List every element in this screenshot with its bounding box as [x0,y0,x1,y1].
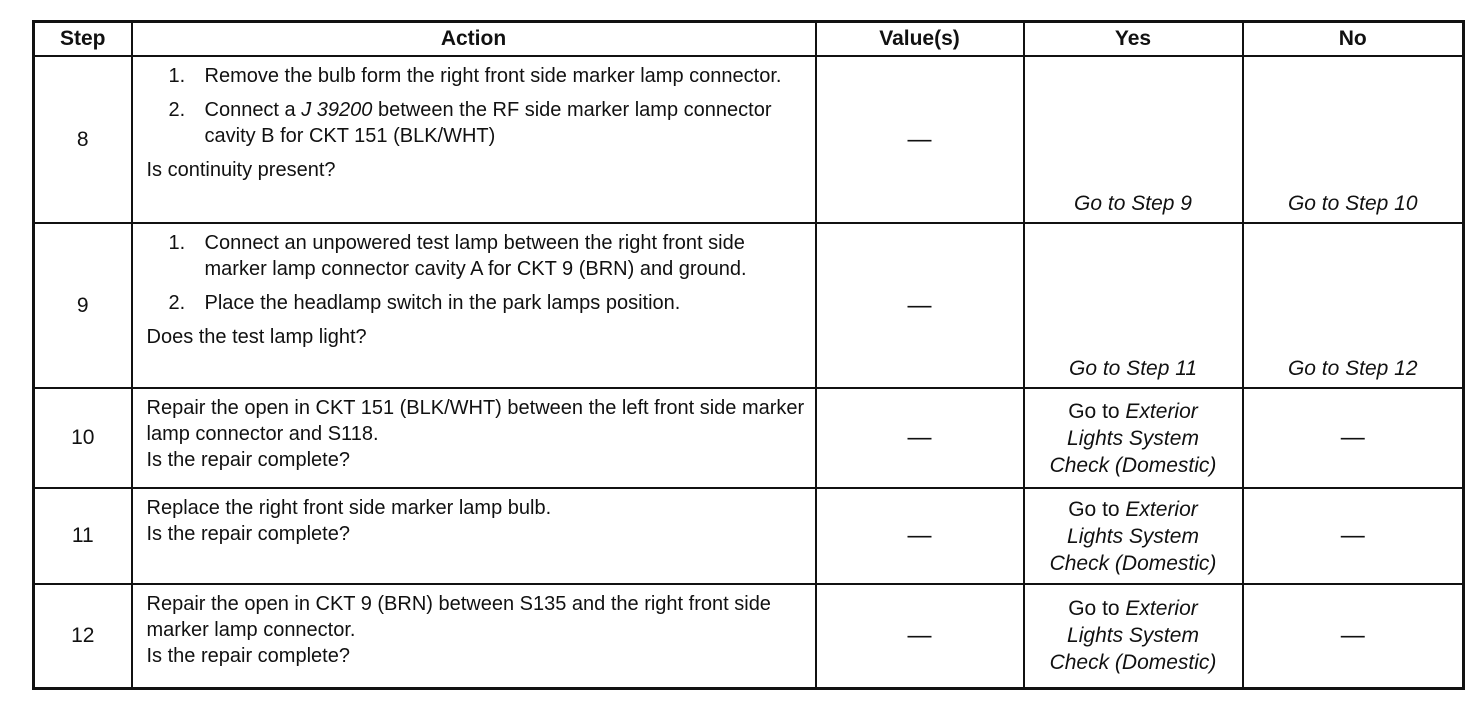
yes-link[interactable]: Go to Step 11 [1024,223,1243,388]
value-cell: — [816,56,1024,223]
exterior-lights-link[interactable]: Lights System [1067,426,1199,450]
list-item [147,97,805,149]
list-item [147,63,805,89]
value-cell: — [816,488,1024,584]
list-number: 2. [168,292,186,314]
yes-cell [1024,488,1243,584]
question: Is continuity present? [146,159,336,181]
list-number: 2. [168,99,186,121]
action-cell [132,56,816,223]
action-text: Repair the open in CKT 9 (BRN) between S135 and the right front side marker lamp connector. [146,593,771,641]
list-text-pre: Connect a [204,99,302,121]
table-row [34,388,1464,488]
exterior-lights-link[interactable]: Lights System [1067,624,1199,648]
action-text: Repair the open in CKT 151 (BLK/WHT) between the left front side marker lamp connector and S118. [146,397,805,445]
action-list [147,230,805,316]
no-cell: — [1243,388,1464,488]
step-number: 8 [34,56,132,223]
value-cell: — [816,388,1024,488]
header-yes: Yes [1024,22,1243,57]
header-row [34,22,1464,57]
no-link[interactable]: Go to Step 10 [1243,56,1464,223]
header-values: Value(s) [816,22,1024,57]
value-cell: — [816,584,1024,688]
table-row [34,223,1464,388]
exterior-lights-link[interactable]: Exterior [1125,497,1198,521]
header-action: Action [132,22,816,57]
no-cell: — [1243,488,1464,584]
exterior-lights-link[interactable]: Lights System [1067,524,1199,548]
list-text: Remove the bulb form the right front side marker lamp connector. [204,65,782,87]
action-list [147,63,805,149]
action-cell [132,223,816,388]
list-text: Connect an unpowered test lamp between the right front side marker lamp connector cavity A for CKT 9 (BRN) and ground. [204,232,747,280]
yes-prefix: Go to [1068,597,1126,621]
table-row [34,56,1464,223]
value-cell: — [816,223,1024,388]
exterior-lights-link[interactable]: Check (Domestic) [1049,651,1217,675]
no-cell: — [1243,584,1464,688]
action-cell [132,584,816,688]
tool-name: J 39200 [301,99,373,121]
action-text: Replace the right front side marker lamp bulb. [146,497,552,519]
exterior-lights-link[interactable]: Exterior [1125,597,1198,621]
step-number: 9 [34,223,132,388]
table-row [34,584,1464,688]
yes-cell [1024,388,1243,488]
exterior-lights-link[interactable]: Check (Domestic) [1049,551,1217,575]
question: Does the test lamp light? [146,326,367,348]
header-step: Step [34,22,132,57]
diagnostic-table-sheet [32,20,1465,690]
list-text: Place the headlamp switch in the park lamps position. [204,292,681,314]
table-row [34,488,1464,584]
yes-link[interactable]: Go to Step 9 [1024,56,1243,223]
step-number: 12 [34,584,132,688]
yes-cell [1024,584,1243,688]
list-number: 1. [168,232,186,254]
question: Is the repair complete? [146,449,350,471]
action-cell [132,388,816,488]
step-number: 10 [34,388,132,488]
exterior-lights-link[interactable]: Exterior [1125,399,1198,423]
question: Is the repair complete? [146,523,350,545]
list-item [147,290,805,316]
yes-prefix: Go to [1068,399,1126,423]
action-cell [132,488,816,584]
list-number: 1. [168,65,186,87]
diagnostic-table [32,20,1465,690]
header-no: No [1243,22,1464,57]
question: Is the repair complete? [146,645,350,667]
step-number: 11 [34,488,132,584]
list-text-post: between the RF side marker lamp connector cavity B for CKT 151 (BLK/WHT) [204,99,772,147]
list-item [147,230,805,282]
yes-prefix: Go to [1068,497,1126,521]
no-link[interactable]: Go to Step 12 [1243,223,1464,388]
exterior-lights-link[interactable]: Check (Domestic) [1049,453,1217,477]
